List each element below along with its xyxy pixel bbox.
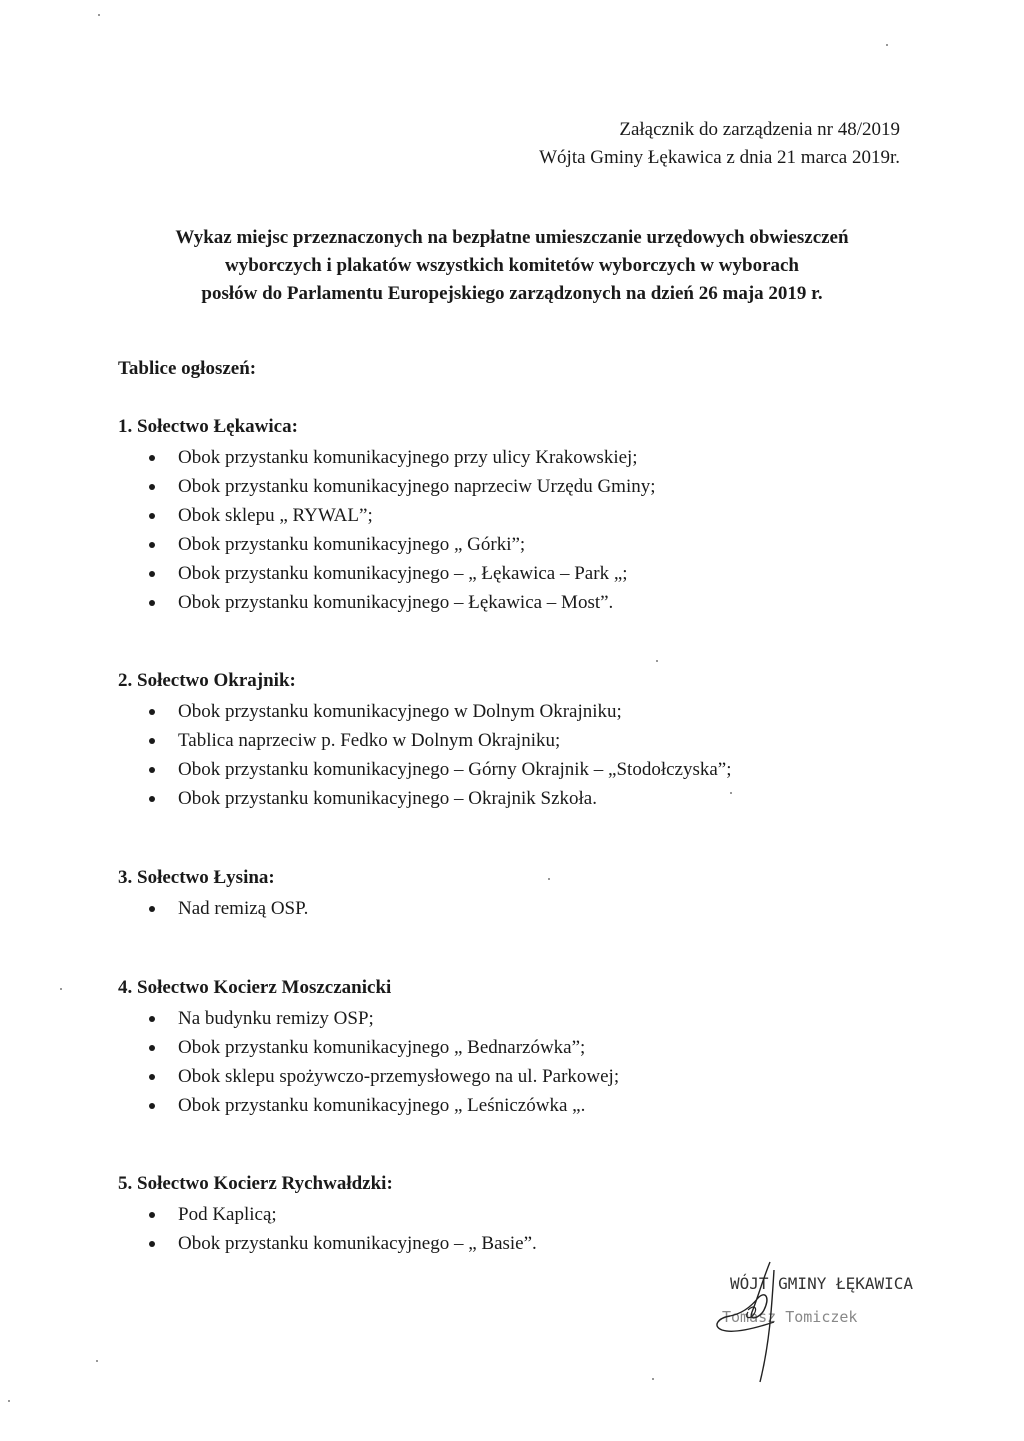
list-item: Obok sklepu „ RYWAL”; [148,501,656,530]
list-item: Obok przystanku komunikacyjnego – „ Łękawica – Park „; [148,559,656,588]
title-line-3: posłów do Parlamentu Europejskiego zarządzonych na dzień 26 maja 2019 r. [201,283,823,304]
scan-speck [652,1378,654,1380]
bullet-icon [149,1212,155,1218]
bullet-icon [149,455,155,461]
section-list [118,443,656,617]
bullet-icon [149,1045,155,1051]
bullet-icon [149,542,155,548]
section-lysina [118,864,308,923]
bullet-icon [149,738,155,744]
section-list [118,894,308,923]
boards-heading: Tablice ogłoszeń: [118,358,257,379]
section-list [118,697,732,813]
list-item: Pod Kaplicą; [148,1200,537,1229]
section-kocierz-moszczanicki [118,974,619,1120]
section-list [118,1200,537,1258]
scan-speck [730,792,732,794]
list-item: Nad remizą OSP. [148,894,308,923]
list-item: Obok przystanku komunikacyjnego – „ Basie”. [148,1229,537,1258]
section-list [118,1004,619,1120]
section-title: 4. Sołectwo Kocierz Moszczanicki [118,977,392,998]
scan-speck [548,878,550,880]
section-okrajnik [118,667,732,813]
scan-speck [656,660,658,662]
bullet-icon [149,484,155,490]
bullet-icon [149,767,155,773]
handwritten-signature-icon [700,1252,910,1392]
title-line-2: wyborczych i plakatów wszystkich komitetów wyborczych w wyborach [224,255,800,276]
section-title: 3. Sołectwo Łysina: [118,867,275,888]
official-stamp [700,1252,914,1392]
section-lekawica [118,413,656,617]
list-item: Tablica naprzeciw p. Fedko w Dolnym Okrajniku; [148,726,732,755]
bullet-icon [149,600,155,606]
scan-speck [60,988,62,990]
list-item: Na budynku remizy OSP; [148,1004,619,1033]
list-item: Obok przystanku komunikacyjnego w Dolnym Okrajniku; [148,697,732,726]
bullet-icon [149,796,155,802]
bullet-icon [149,513,155,519]
bullet-icon [149,1016,155,1022]
scan-speck [8,1400,10,1402]
scan-speck [96,1360,98,1362]
list-item: Obok przystanku komunikacyjnego – Górny Okrajnik – „Stodołczyska”; [148,755,732,784]
list-item: Obok przystanku komunikacyjnego przy ulicy Krakowskiej; [148,443,656,472]
list-item: Obok sklepu spożywczo-przemysłowego na ul. Parkowej; [148,1062,619,1091]
section-title: 1. Sołectwo Łękawica: [118,416,298,437]
attachment-line-1: Załącznik do zarządzenia nr 48/2019 [619,119,900,140]
title-line-1: Wykaz miejsc przeznaczonych na bezpłatne umieszczanie urzędowych obwieszczeń [175,227,849,248]
bullet-icon [149,1103,155,1109]
bullet-icon [149,1074,155,1080]
section-kocierz-rychwaldzki [118,1170,537,1258]
document-title [120,224,904,308]
list-item: Obok przystanku komunikacyjnego „ Górki”; [148,530,656,559]
bullet-icon [149,1241,155,1247]
scan-speck [98,14,100,16]
section-title: 5. Sołectwo Kocierz Rychwałdzki: [118,1173,393,1194]
scan-speck [886,44,888,46]
attachment-line-2: Wójta Gminy Łękawica z dnia 21 marca 2019r. [539,147,900,168]
bullet-icon [149,571,155,577]
list-item: Obok przystanku komunikacyjnego – Okrajnik Szkoła. [148,784,732,813]
stamp-name: Tomasz Tomiczek [722,1308,858,1326]
section-title: 2. Sołectwo Okrajnik: [118,670,296,691]
stamp-title: WÓJT GMINY ŁĘKAWICA [730,1274,914,1293]
list-item: Obok przystanku komunikacyjnego – Łękawica – Most”. [148,588,656,617]
bullet-icon [149,709,155,715]
list-item: Obok przystanku komunikacyjnego naprzeciw Urzędu Gminy; [148,472,656,501]
bullet-icon [149,906,155,912]
list-item: Obok przystanku komunikacyjnego „ Bednarzówka”; [148,1033,619,1062]
list-item: Obok przystanku komunikacyjnego „ Leśniczówka „. [148,1091,619,1120]
attachment-note [539,116,900,172]
